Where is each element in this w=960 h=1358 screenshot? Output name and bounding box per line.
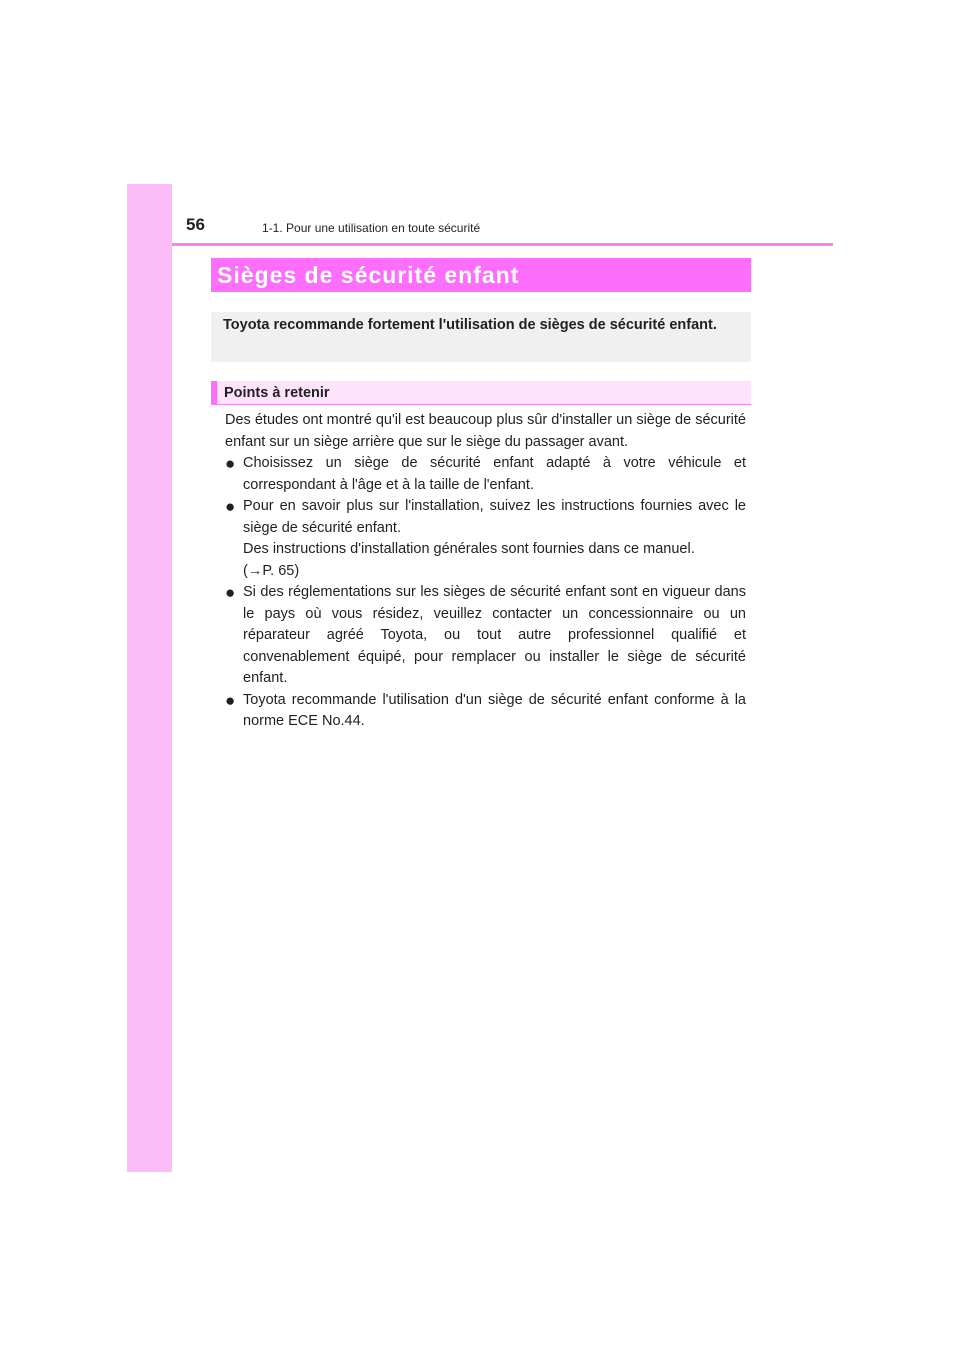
bullet-extra-text: Des instructions d'installation générales sont fournies dans ce manuel. <box>243 541 695 557</box>
points-accent <box>211 381 217 404</box>
bullet-icon: ● <box>225 583 236 602</box>
bullet-item <box>225 453 746 496</box>
bullet-icon: ● <box>225 454 236 473</box>
bullet-text: Si des réglementations sur les sièges de sécurité enfant sont en vigueur dans le pays où vous résidez, veuillez contacter un concessionnaire ou un réparateur agréé Toyota, ou tout autre professionnel qualifié et convenablement équipé, pour remplacer ou installer le siège de sécurité enfant. <box>243 584 746 686</box>
section-title: 1-1. Pour une utilisation en toute sécurité <box>262 221 481 235</box>
bullet-text: Choisissez un siège de sécurité enfant adapté à votre véhicule et correspondant à l'âge et à la taille de l'enfant. <box>243 455 746 493</box>
intro-text: Toyota recommande fortement l'utilisation de sièges de sécurité enfant. <box>223 317 717 333</box>
bullet-item <box>225 582 746 690</box>
bullet-item <box>225 690 746 733</box>
points-heading-bar <box>211 381 751 405</box>
page-title: Sièges de sécurité enfant <box>217 262 520 288</box>
bullet-text: Toyota recommande l'utilisation d'un siège de sécurité enfant conforme à la norme ECE No.44. <box>243 691 746 729</box>
bullet-icon: ● <box>225 690 236 710</box>
header-rule <box>172 243 833 246</box>
side-color-strip <box>127 184 172 1172</box>
bullet-text: Pour en savoir plus sur l'installation, suivez les instructions fournies avec le siège de sécurité enfant. <box>243 498 746 536</box>
page-reference: (→P. 65) <box>243 562 300 579</box>
intro-box <box>211 312 751 362</box>
page-number: 56 <box>186 215 205 234</box>
points-heading: Points à retenir <box>224 385 330 401</box>
body-text <box>225 410 746 733</box>
lead-paragraph: Des études ont montré qu'il est beaucoup plus sûr d'installer un siège de sécurité enfant sur un siège arrière que sur le siège du passager avant. <box>225 412 746 450</box>
bullet-item <box>225 496 746 582</box>
bullet-icon: ● <box>225 497 236 516</box>
title-bar <box>211 258 751 292</box>
